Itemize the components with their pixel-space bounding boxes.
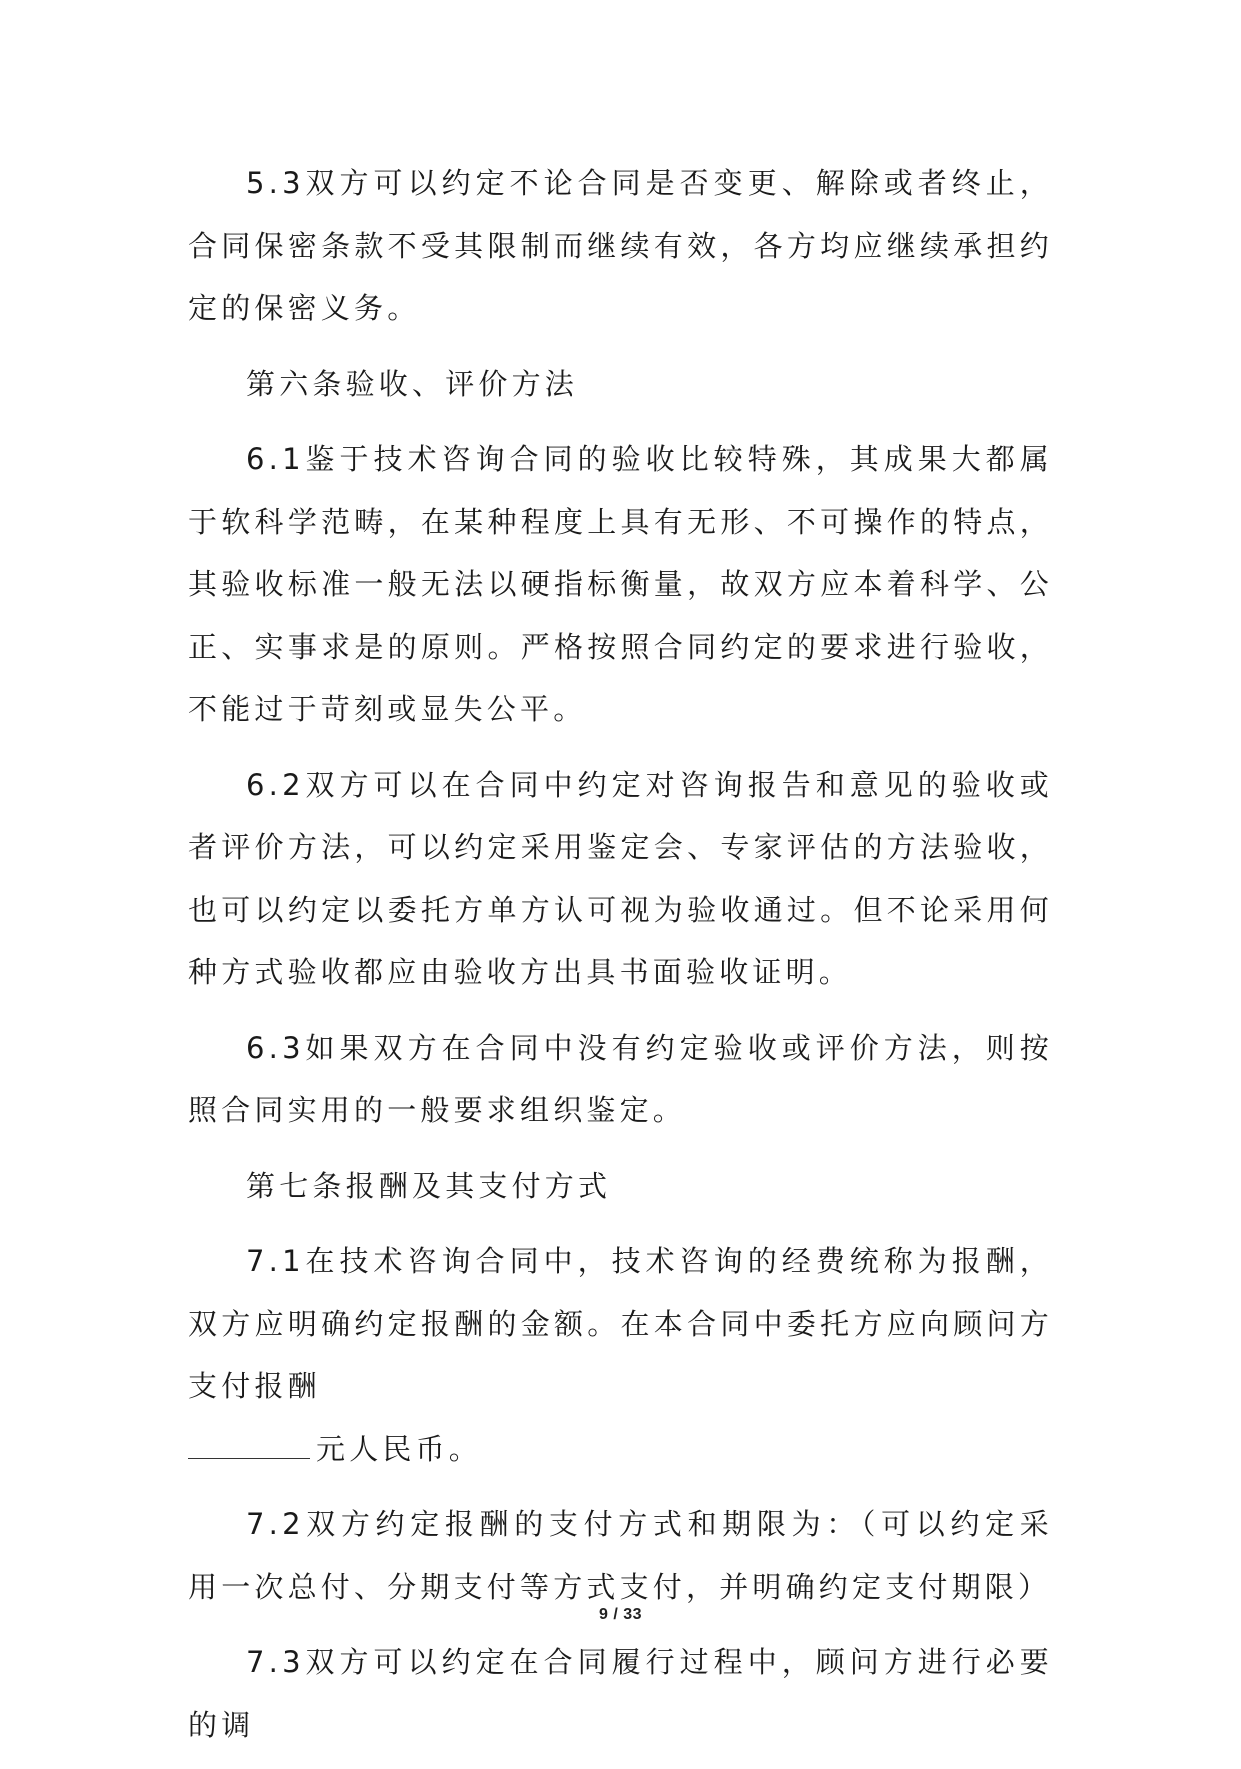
- clause-6-1: 6.1鉴于技术咨询合同的验收比较特殊，其成果大都属于软科学范畴，在某种程度上具有无形、不可操作的特点，其验收标准一般无法以硬指标衡量，故双方应本着科学、公正、实事求是的原则。严格按照合同约定的要求进行验收，不能过于苛刻或显失公平。: [188, 442, 1053, 726]
- clause-7-1-amount-line: [188, 1418, 1053, 1481]
- clause-7-1-text: 7.1在技术咨询合同中，技术咨询的经费统称为报酬，双方应明确约定报酬的金额。在本合同中委托方应向顾问方支付报酬: [188, 1244, 1053, 1403]
- page-number: 9 / 33: [598, 1606, 643, 1623]
- clause-6-3: 6.3如果双方在合同中没有约定验收或评价方法，则按照合同实用的一般要求组织鉴定。: [188, 1030, 1053, 1127]
- article-6-title: 第六条验收、评价方法: [246, 366, 579, 401]
- clause-7-2: 7.2双方约定报酬的支付方式和期限为：（可以约定采用一次总付、分期支付等方式支付，并明确约定支付期限）: [188, 1507, 1053, 1604]
- article-7-title: 第七条报酬及其支付方式: [246, 1168, 612, 1203]
- amount-unit-text: 元人民币。: [316, 1431, 483, 1466]
- document-body: [188, 152, 1053, 1769]
- clause-5-3: 5.3双方可以约定不论合同是否变更、解除或者终止，合同保密条款不受其限制而继续有效，各方均应继续承担约定的保密义务。: [188, 166, 1053, 325]
- clause-7-1: [188, 1230, 1053, 1480]
- amount-blank-line: [188, 1428, 310, 1459]
- clause-6-2: 6.2双方可以在合同中约定对咨询报告和意见的验收或者评价方法，可以约定采用鉴定会、专家评估的方法验收，也可以约定以委托方单方认可视为验收通过。但不论采用何种方式验收都应由验收方出具书面验收证明。: [188, 767, 1053, 989]
- clause-7-3: 7.3双方可以约定在合同履行过程中，顾问方进行必要的调: [188, 1645, 1053, 1742]
